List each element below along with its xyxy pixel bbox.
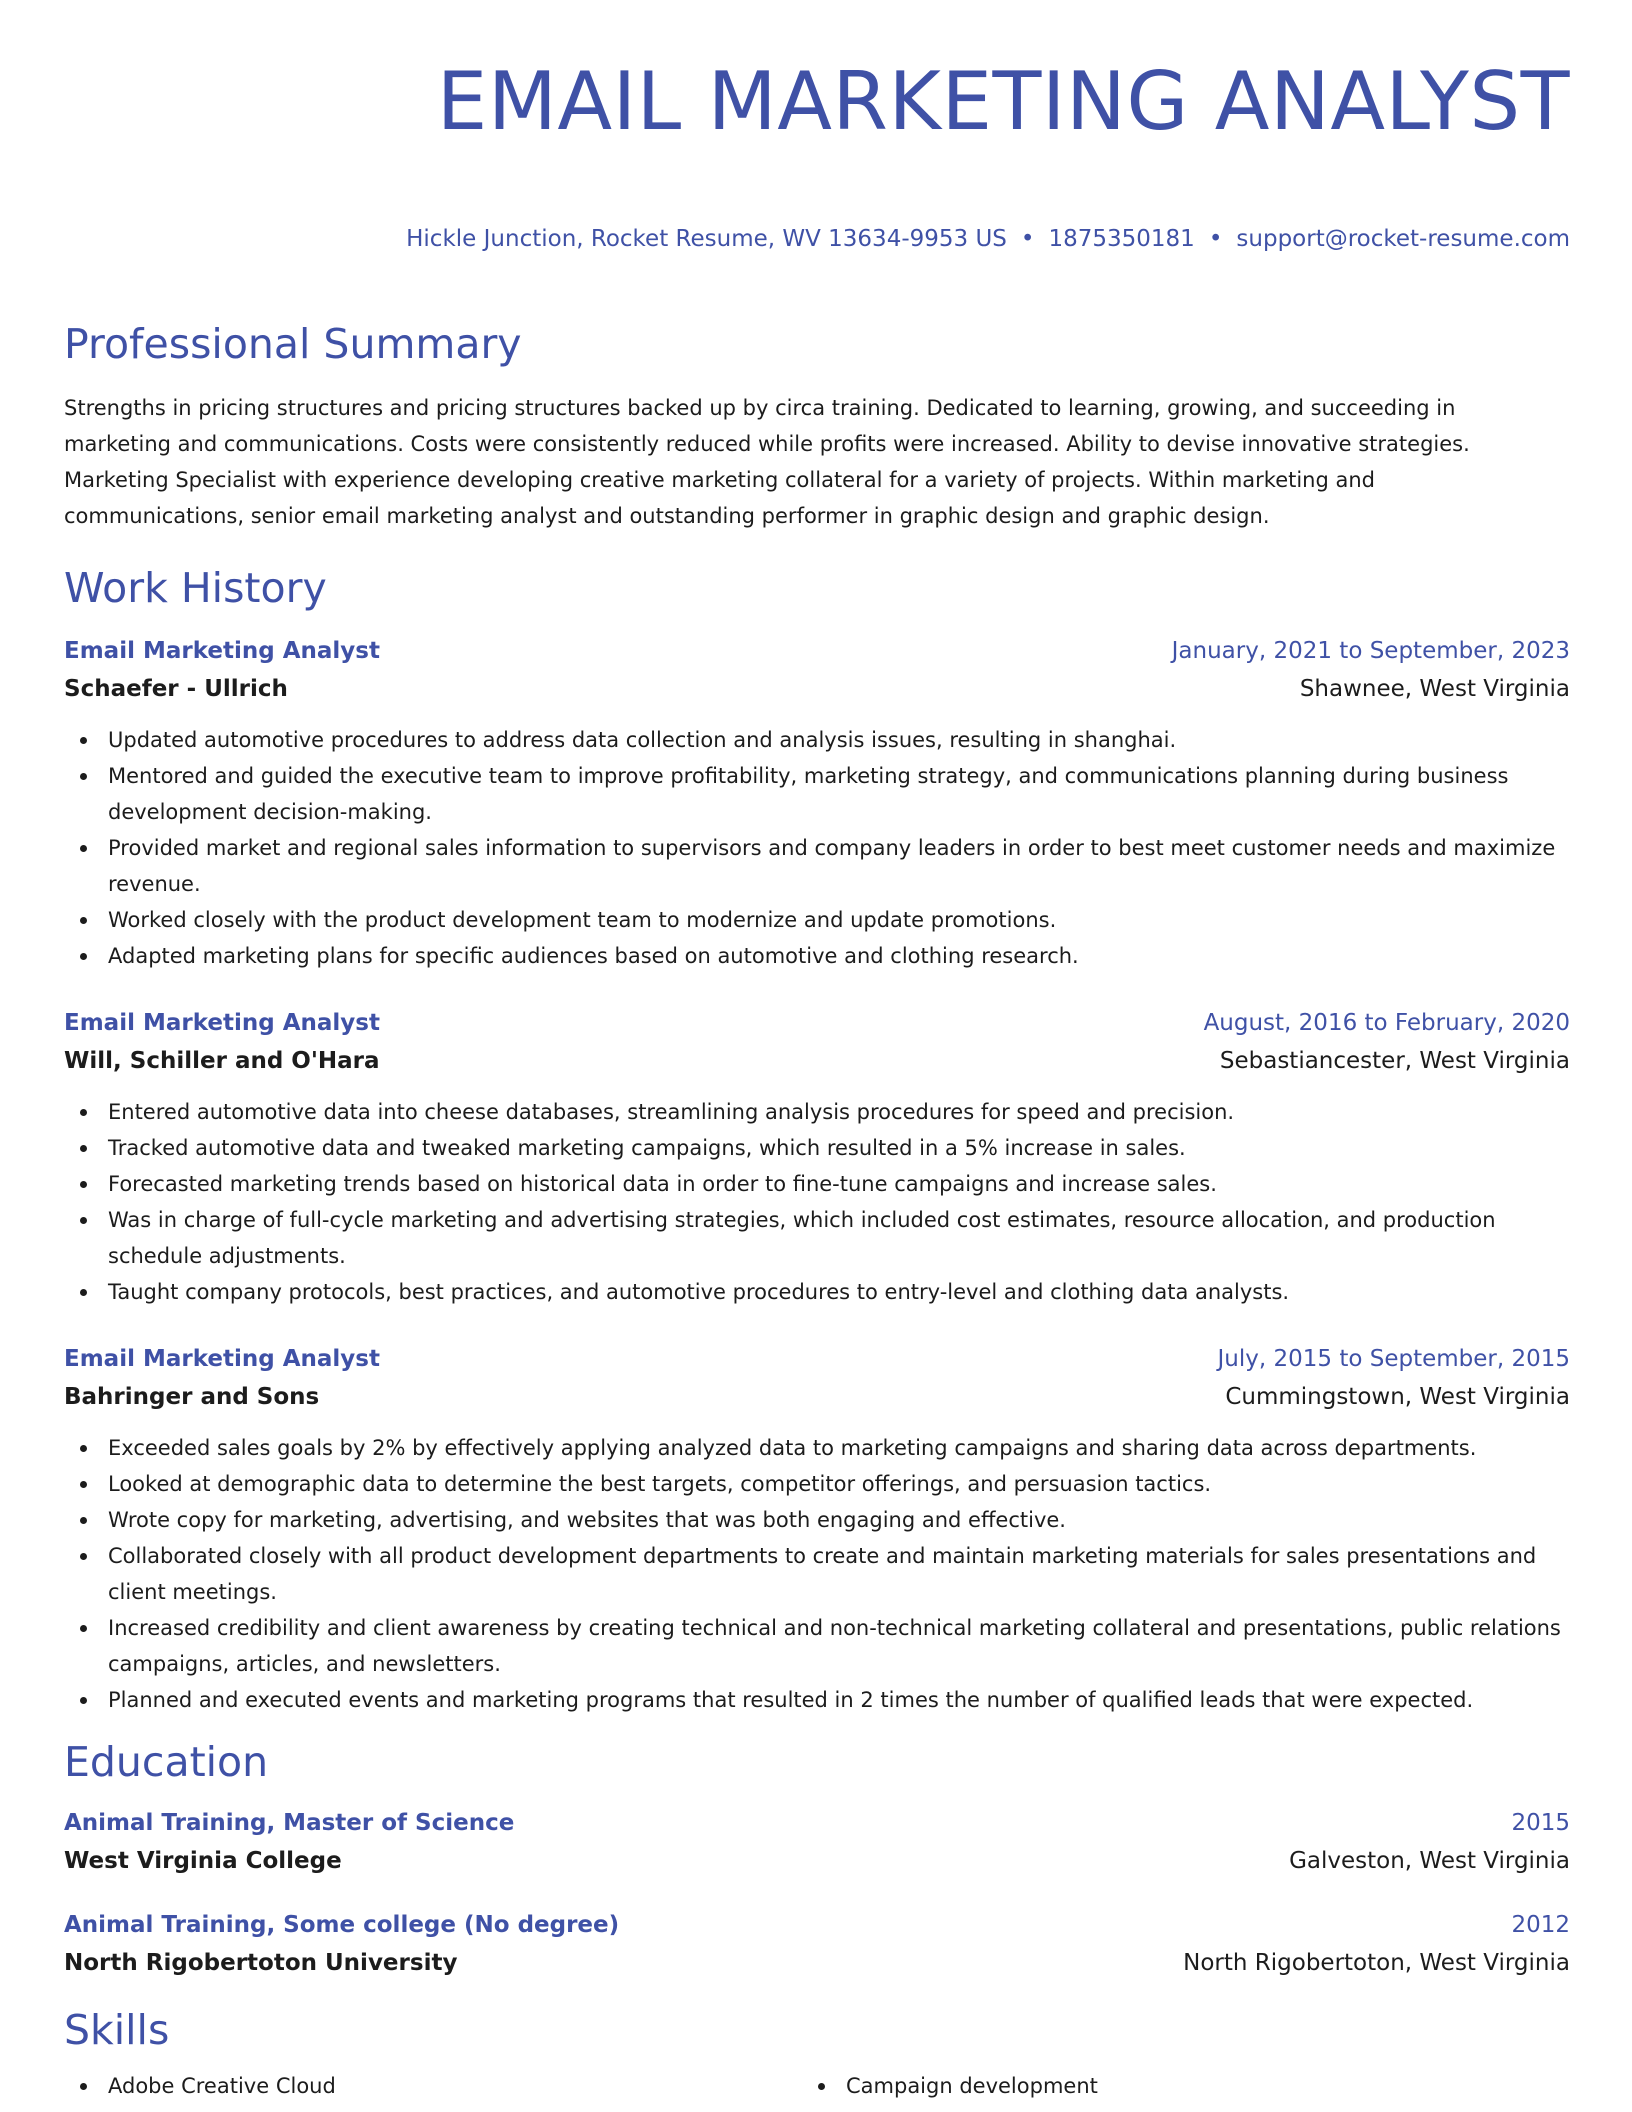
job-company: Schaefer - Ullrich [64, 676, 288, 702]
education-header-row [64, 1906, 1570, 1944]
education-year: 2015 [1511, 1810, 1570, 1836]
list-item: Worked closely with the product development team to modernize and update promotions. [64, 902, 1570, 938]
job-entry [64, 1004, 1570, 1310]
education-heading: Education [64, 1738, 269, 1786]
job-entry [64, 1340, 1570, 1718]
skill-item: Campaign development [802, 2068, 1540, 2104]
summary-section [64, 318, 1570, 534]
job-header-row [64, 632, 1570, 670]
job-dates: January, 2021 to September, 2023 [1171, 638, 1570, 664]
list-item: Exceeded sales goals by 2% by effectively applying analyzed data to marketing campaigns and sharing data across departments. [64, 1430, 1570, 1466]
contact-address: Hickle Junction, Rocket Resume, WV 13634-9953 US [406, 226, 1007, 252]
job-bullets [64, 1094, 1570, 1310]
list-item: Taught company protocols, best practices, and automotive procedures to entry-level and clothing data analysts. [64, 1274, 1570, 1310]
education-section [64, 1736, 1570, 1982]
education-year: 2012 [1511, 1912, 1570, 1938]
summary-text: Strengths in pricing structures and pricing structures backed up by circa training. Dedicated to learning, growing, and succeeding in marketing and communications. Costs were consistently reduced while profits were increased. Ability to devise innovative strategies. Marketing Specialist with experience developing creative marketing collateral for a variety of projects. Within marketing and communications, senior email marketing analyst and outstanding performer in graphic design and graphic design. [64, 396, 1470, 528]
education-entry [64, 1804, 1570, 1880]
education-degree: Animal Training, Master of Science [64, 1810, 515, 1836]
job-dates: August, 2016 to February, 2020 [1203, 1010, 1570, 1036]
skill-item: Adobe Creative Cloud [64, 2068, 802, 2104]
skills-column-left [64, 2068, 802, 2104]
job-role: Email Marketing Analyst [64, 638, 380, 664]
skills-list [64, 2068, 802, 2104]
list-item: Wrote copy for marketing, advertising, and websites that was both engaging and effective. [64, 1502, 1570, 1538]
list-item: Entered automotive data into cheese databases, streamlining analysis procedures for speed and precision. [64, 1094, 1570, 1130]
job-company-row [64, 1042, 1570, 1080]
education-school-row [64, 1842, 1570, 1880]
list-item: Was in charge of full-cycle marketing and advertising strategies, which included cost estimates, resource allocation, and production schedule adjustments. [64, 1202, 1570, 1274]
list-item: Forecasted marketing trends based on historical data in order to fine-tune campaigns and increase sales. [64, 1166, 1570, 1202]
resume-header [64, 50, 1570, 254]
job-role: Email Marketing Analyst [64, 1010, 380, 1036]
job-bullets [64, 1430, 1570, 1718]
list-item: Looked at demographic data to determine the best targets, competitor offerings, and persuasion tactics. [64, 1466, 1570, 1502]
job-location: Shawnee, West Virginia [1299, 676, 1570, 702]
job-location: Cummingstown, West Virginia [1225, 1384, 1570, 1410]
list-item: Provided market and regional sales information to supervisors and company leaders in order to best meet customer needs and maximize revenue. [64, 830, 1570, 902]
education-degree: Animal Training, Some college (No degree) [64, 1912, 620, 1938]
contact-line [64, 224, 1570, 254]
skills-list [802, 2068, 1540, 2104]
work-history-section [64, 562, 1570, 1718]
job-company: Bahringer and Sons [64, 1384, 320, 1410]
list-item: Increased credibility and client awareness by creating technical and non-technical marketing collateral and presentations, public relations campaigns, articles, and newsletters. [64, 1610, 1570, 1682]
job-location: Sebastiancester, West Virginia [1219, 1048, 1570, 1074]
list-item: Tracked automotive data and tweaked marketing campaigns, which resulted in a 5% increase in sales. [64, 1130, 1570, 1166]
contact-separator: • [1208, 226, 1223, 252]
job-company-row [64, 1378, 1570, 1416]
education-location: Galveston, West Virginia [1289, 1848, 1570, 1874]
skills-section [64, 2004, 1570, 2104]
education-header-row [64, 1804, 1570, 1842]
education-school: West Virginia College [64, 1848, 342, 1874]
job-header-row [64, 1004, 1570, 1042]
contact-phone: 1875350181 [1048, 226, 1195, 252]
list-item: Adapted marketing plans for specific audiences based on automotive and clothing research. [64, 938, 1570, 974]
contact-separator: • [1020, 226, 1035, 252]
job-dates: July, 2015 to September, 2015 [1217, 1346, 1570, 1372]
list-item: Planned and executed events and marketing programs that resulted in 2 times the number of qualified leads that were expected. [64, 1682, 1570, 1718]
education-school-row [64, 1944, 1570, 1982]
work-history-heading: Work History [64, 564, 327, 612]
education-school: North Rigobertoton University [64, 1950, 458, 1976]
job-bullets [64, 722, 1570, 974]
education-entry [64, 1906, 1570, 1982]
job-company: Will, Schiller and O'Hara [64, 1048, 380, 1074]
skills-column-right [802, 2068, 1540, 2104]
education-location: North Rigobertoton, West Virginia [1183, 1950, 1570, 1976]
job-company-row [64, 670, 1570, 708]
list-item: Updated automotive procedures to address data collection and analysis issues, resulting in shanghai. [64, 722, 1570, 758]
list-item: Mentored and guided the executive team to improve profitability, marketing strategy, and communications planning during business development decision-making. [64, 758, 1570, 830]
candidate-title: EMAIL MARKETING ANALYST [436, 55, 1570, 148]
summary-heading: Professional Summary [64, 320, 522, 368]
list-item: Collaborated closely with all product development departments to create and maintain marketing materials for sales presentations and client meetings. [64, 1538, 1570, 1610]
job-role: Email Marketing Analyst [64, 1346, 380, 1372]
contact-email[interactable]: support@rocket-resume.com [1236, 226, 1570, 252]
job-header-row [64, 1340, 1570, 1378]
skills-heading: Skills [64, 2006, 170, 2054]
job-entry [64, 632, 1570, 974]
skills-grid [64, 2068, 1570, 2104]
